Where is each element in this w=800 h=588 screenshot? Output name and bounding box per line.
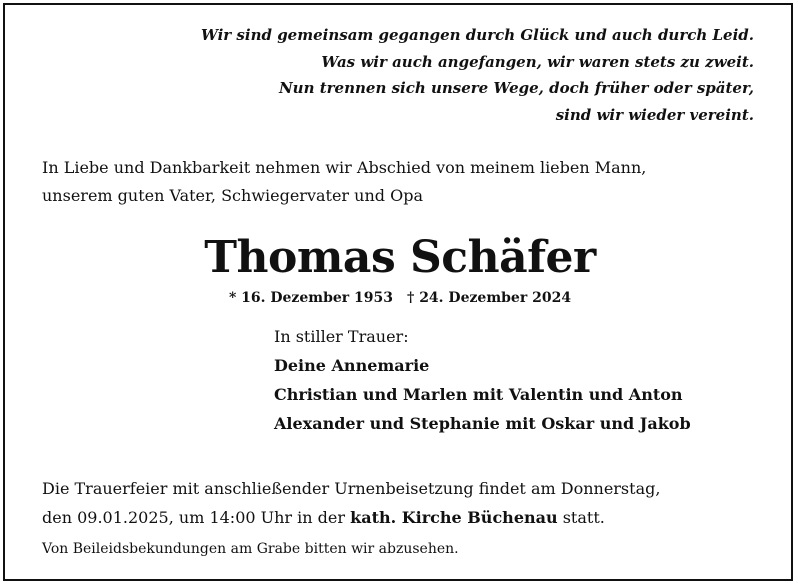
deceased-name: Thomas Schäfer bbox=[204, 232, 596, 283]
birth-date: * 16. Dezember 1953 bbox=[228, 290, 393, 306]
death-date: † 24. Dezember 2024 bbox=[407, 290, 572, 306]
mourner-name: Christian und Marlen mit Valentin und Anton bbox=[274, 385, 683, 404]
poem-line: Nun trennen sich unsere Wege, doch früher oder später, bbox=[278, 79, 754, 97]
service-date-time: den 09.01.2025, um 14:00 Uhr in der bbox=[42, 508, 351, 527]
service-line: Die Trauerfeier mit anschließender Urnenbeisetzung findet am Donnerstag, bbox=[42, 479, 661, 498]
intro-line: unserem guten Vater, Schwiegervater und Opa bbox=[42, 186, 423, 205]
poem-line: Was wir auch angefangen, wir waren stets zu zweit. bbox=[321, 52, 754, 71]
poem-line: Wir sind gemeinsam gegangen durch Glück und auch durch Leid. bbox=[201, 26, 754, 44]
mourner-name: Deine Annemarie bbox=[274, 356, 430, 375]
memorial-poem bbox=[201, 22, 754, 128]
intro-text bbox=[42, 154, 646, 210]
poem-line: sind wir wieder vereint. bbox=[555, 105, 754, 124]
mourners-block bbox=[274, 322, 691, 438]
mourner-name: Alexander und Stephanie mit Oskar und Jakob bbox=[274, 414, 691, 433]
intro-line: In Liebe und Dankbarkeit nehmen wir Abschied von meinem lieben Mann, bbox=[42, 158, 647, 177]
service-line-end: statt. bbox=[557, 508, 605, 527]
service-location: kath. Kirche Büchenau bbox=[350, 508, 558, 527]
condolence-note: Von Beileidsbekundungen am Grabe bitten wir abzusehen. bbox=[42, 541, 459, 557]
life-dates bbox=[0, 288, 800, 308]
mourners-heading: In stiller Trauer: bbox=[274, 327, 409, 346]
service-line bbox=[42, 503, 660, 532]
service-info bbox=[42, 474, 660, 532]
